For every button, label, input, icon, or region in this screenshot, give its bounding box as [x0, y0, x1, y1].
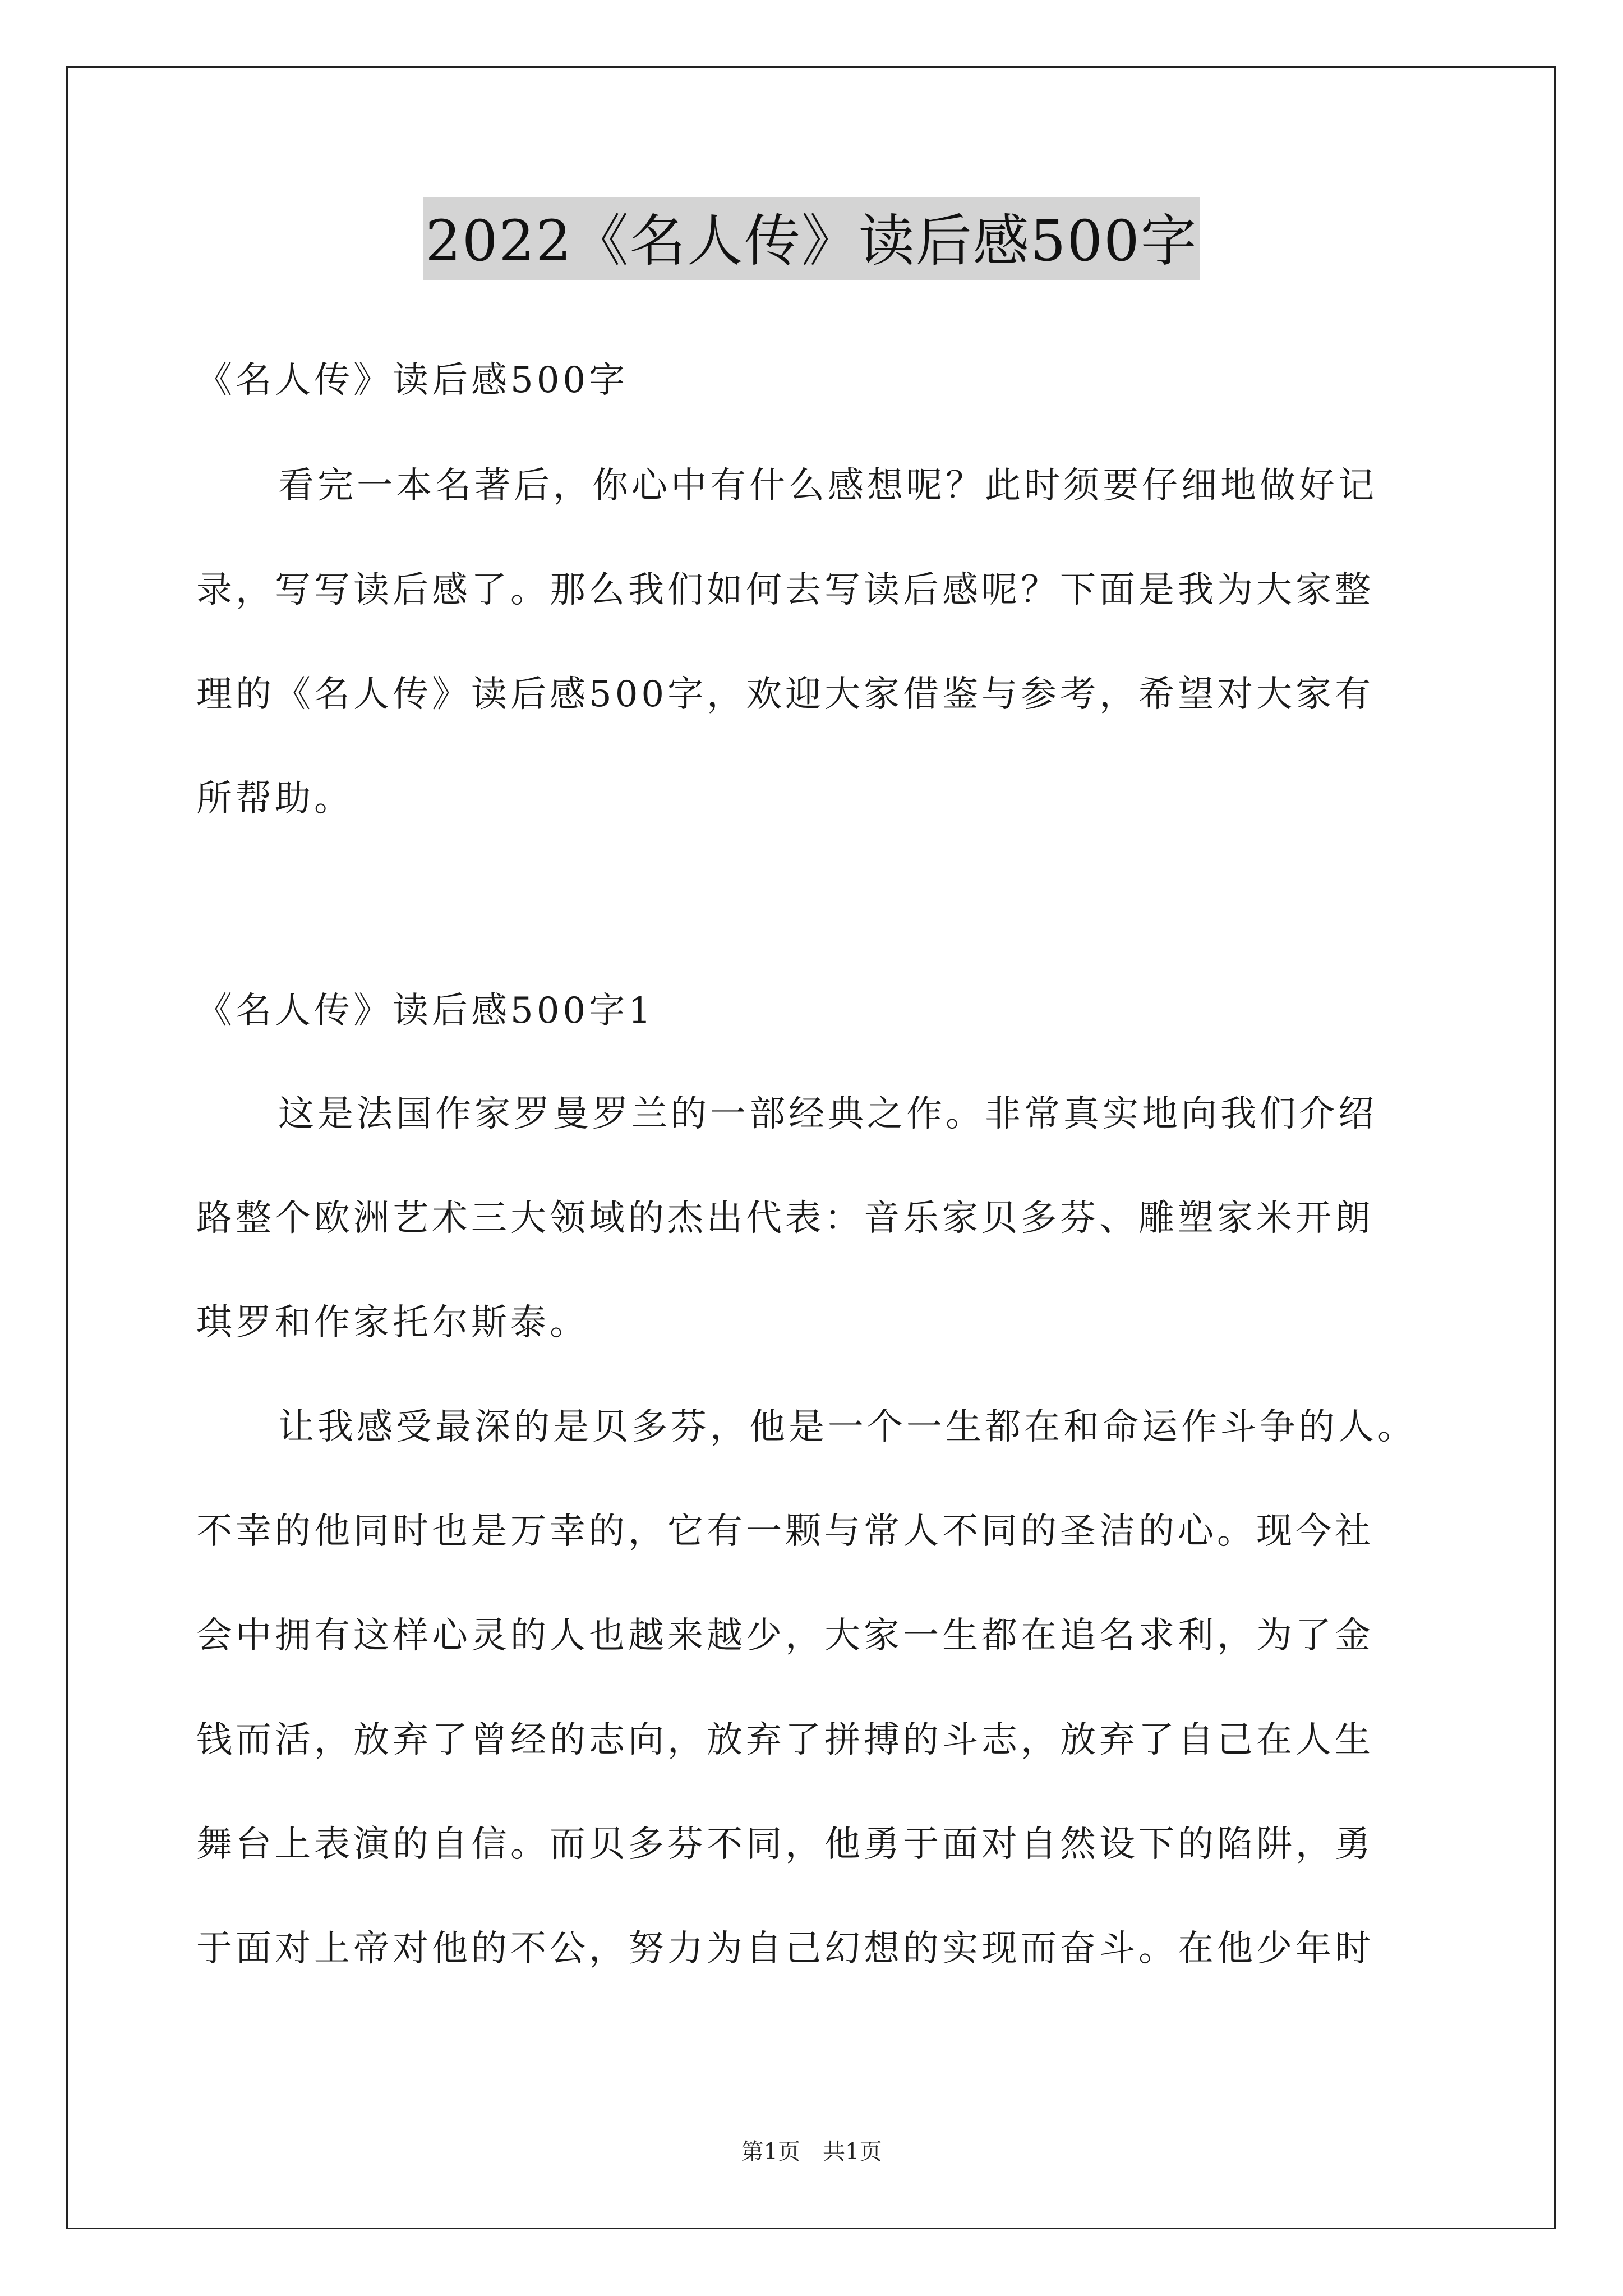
- section1-p2-line-6: 于面对上帝对他的不公，努力为自己幻想的实现而奋斗。在他少年时: [196, 1928, 1374, 1970]
- document-title: 2022《名人传》读后感500字: [423, 197, 1200, 280]
- section1-p1-line-3: 琪罗和作家托尔斯泰。: [196, 1302, 589, 1343]
- section1-p1-line-1: 这是法国作家罗曼罗兰的一部经典之作。非常真实地向我们介绍: [278, 1093, 1377, 1135]
- intro-line-2: 录，写写读后感了。那么我们如何去写读后感呢？下面是我为大家整: [196, 569, 1374, 611]
- title-container: [0, 197, 1623, 280]
- section1-heading: 《名人传》读后感500字1: [196, 990, 654, 1032]
- section1-p2-line-5: 舞台上表演的自信。而贝多芬不同，他勇于面对自然设下的陷阱，勇: [196, 1824, 1374, 1865]
- subtitle: 《名人传》读后感500字: [196, 360, 629, 401]
- section1-p1-line-2: 路整个欧洲艺术三大领域的杰出代表：音乐家贝多芬、雕塑家米开朗: [196, 1198, 1374, 1239]
- section1-p2-line-4: 钱而活，放弃了曾经的志向，放弃了拼搏的斗志，放弃了自己在人生: [196, 1719, 1374, 1761]
- section1-p2-line-3: 会中拥有这样心灵的人也越来越少，大家一生都在追名求利，为了金: [196, 1615, 1374, 1657]
- intro-line-4: 所帮助。: [196, 778, 353, 820]
- page-footer: 第1页 共1页: [741, 2139, 882, 2165]
- section1-p2-line-2: 不幸的他同时也是万幸的，它有一颗与常人不同的圣洁的心。现今社: [196, 1511, 1374, 1552]
- section1-p2-line-1: 让我感受最深的是贝多芬，他是一个一生都在和命运作斗争的人。: [278, 1406, 1417, 1448]
- intro-line-1: 看完一本名著后，你心中有什么感想呢？此时须要仔细地做好记: [278, 465, 1377, 507]
- intro-line-3: 理的《名人传》读后感500字，欢迎大家借鉴与参考，希望对大家有: [196, 674, 1375, 715]
